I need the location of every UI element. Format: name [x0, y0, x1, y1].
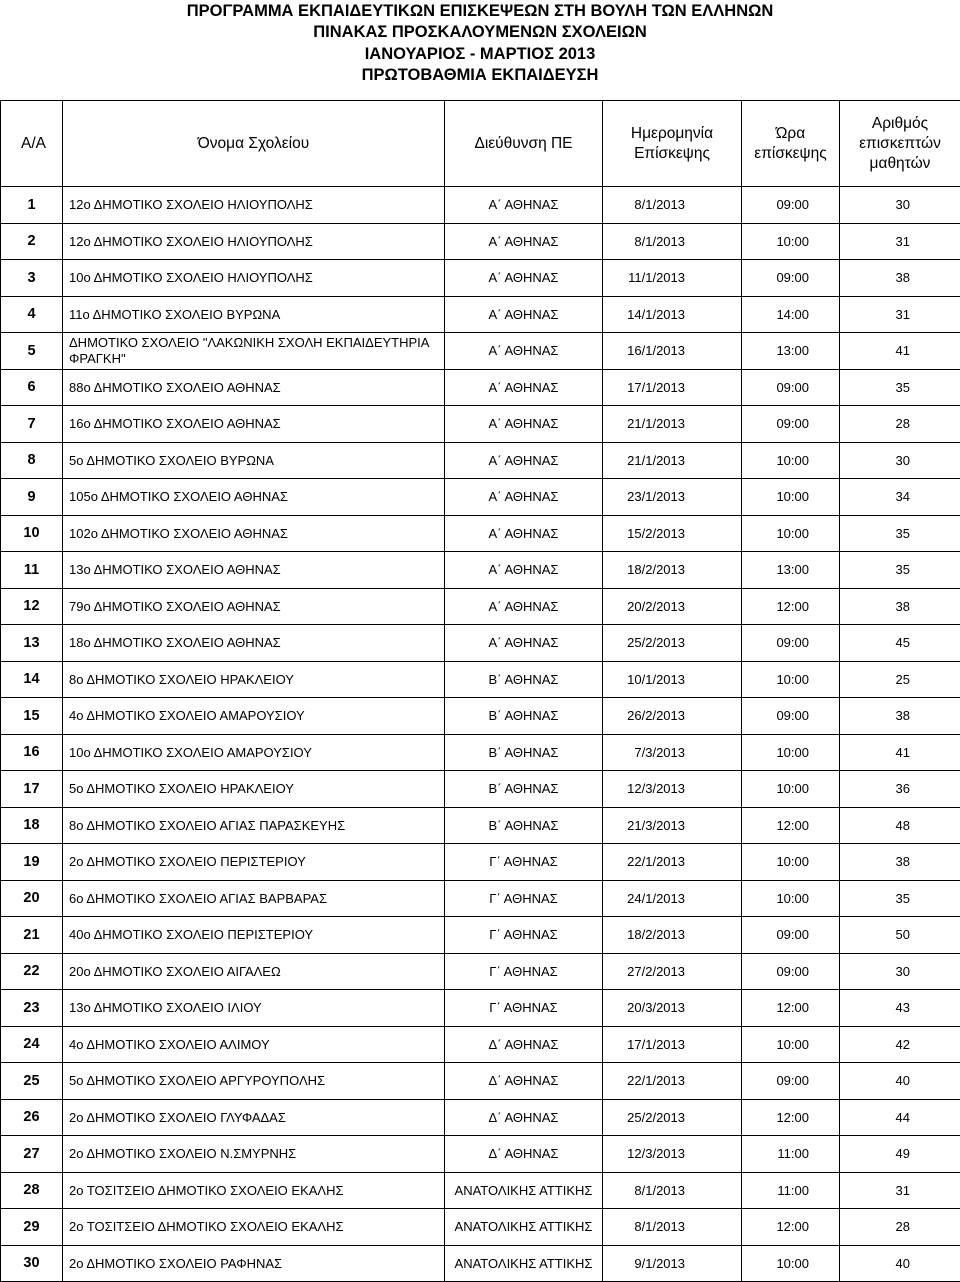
student-count-cell: 38: [840, 588, 960, 625]
visit-date-cell: 8/1/2013: [603, 223, 742, 260]
visit-date-cell: 17/1/2013: [603, 1026, 742, 1063]
student-count-cell: 41: [840, 333, 960, 370]
visit-time-cell: 09:00: [742, 260, 840, 297]
directorate-cell: Γ΄ ΑΘΗΝΑΣ: [445, 880, 603, 917]
directorate-cell: Α΄ ΑΘΗΝΑΣ: [445, 187, 603, 224]
row-number: 22: [1, 953, 63, 990]
directorate-cell: Α΄ ΑΘΗΝΑΣ: [445, 479, 603, 516]
header-student-count: [840, 101, 960, 187]
header-visit-time-line: επίσκεψης: [742, 144, 839, 164]
row-number: 24: [1, 1026, 63, 1063]
row-number: 10: [1, 515, 63, 552]
table-row: [1, 187, 960, 224]
school-name-cell: 40ο ΔΗΜΟΤΙΚΟ ΣΧΟΛΕΙΟ ΠΕΡΙΣΤΕΡΙΟΥ: [63, 917, 445, 954]
school-name-cell: 16ο ΔΗΜΟΤΙΚΟ ΣΧΟΛΕΙΟ ΑΘΗΝΑΣ: [63, 406, 445, 443]
school-name-cell: 18ο ΔΗΜΟΤΙΚΟ ΣΧΟΛΕΙΟ ΑΘΗΝΑΣ: [63, 625, 445, 662]
student-count-cell: 30: [840, 187, 960, 224]
visit-date-cell: 20/2/2013: [603, 588, 742, 625]
school-name-cell: 2ο ΤΟΣΙΤΣΕΙΟ ΔΗΜΟΤΙΚΟ ΣΧΟΛΕΙΟ ΕΚΑΛΗΣ: [63, 1209, 445, 1246]
row-number: 2: [1, 223, 63, 260]
table-row: [1, 260, 960, 297]
title-line-4: ΠΡΩΤΟΒΑΘΜΙΑ ΕΚΠΑΙΔΕΥΣΗ: [100, 64, 860, 86]
directorate-cell: Β΄ ΑΘΗΝΑΣ: [445, 771, 603, 808]
directorate-cell: Γ΄ ΑΘΗΝΑΣ: [445, 990, 603, 1027]
visit-date-cell: 27/2/2013: [603, 953, 742, 990]
visit-time-cell: 13:00: [742, 552, 840, 589]
title-line-3: ΙΑΝΟΥΑΡΙΟΣ - ΜΑΡΤΙΟΣ 2013: [100, 43, 860, 65]
visit-time-cell: 10:00: [742, 1026, 840, 1063]
visit-time-cell: 12:00: [742, 990, 840, 1027]
school-name-cell: ΔΗΜΟΤΙΚΟ ΣΧΟΛΕΙΟ "ΛΑΚΩΝΙΚΗ ΣΧΟΛΗ ΕΚΠΑΙΔΕΥΤΗΡΙΑ ΦΡΑΓΚΗ": [63, 333, 445, 370]
table-row: [1, 442, 960, 479]
table-row: [1, 223, 960, 260]
directorate-cell: Β΄ ΑΘΗΝΑΣ: [445, 807, 603, 844]
table-row: [1, 1136, 960, 1173]
header-visit-time: [742, 101, 840, 187]
schools-table: [0, 100, 960, 1282]
school-name-cell: 8ο ΔΗΜΟΤΙΚΟ ΣΧΟΛΕΙΟ ΗΡΑΚΛΕΙΟΥ: [63, 661, 445, 698]
header-aa-line: Α/Α: [21, 134, 62, 154]
visit-date-cell: 17/1/2013: [603, 369, 742, 406]
student-count-cell: 30: [840, 442, 960, 479]
visit-date-cell: 14/1/2013: [603, 296, 742, 333]
student-count-cell: 40: [840, 1063, 960, 1100]
row-number: 18: [1, 807, 63, 844]
student-count-cell: 31: [840, 223, 960, 260]
visit-time-cell: 12:00: [742, 588, 840, 625]
school-name-cell: 2ο ΤΟΣΙΤΣΕΙΟ ΔΗΜΟΤΙΚΟ ΣΧΟΛΕΙΟ ΕΚΑΛΗΣ: [63, 1172, 445, 1209]
student-count-cell: 35: [840, 552, 960, 589]
visit-time-cell: 10:00: [742, 515, 840, 552]
row-number: 25: [1, 1063, 63, 1100]
row-number: 23: [1, 990, 63, 1027]
document-title-block: [0, 0, 960, 88]
directorate-cell: ΑΝΑΤΟΛΙΚΗΣ ΑΤΤΙΚΗΣ: [445, 1172, 603, 1209]
school-name-cell: 10ο ΔΗΜΟΤΙΚΟ ΣΧΟΛΕΙΟ ΑΜΑΡΟΥΣΙΟΥ: [63, 734, 445, 771]
row-number: 29: [1, 1209, 63, 1246]
school-name-cell: 6ο ΔΗΜΟΤΙΚΟ ΣΧΟΛΕΙΟ ΑΓΙΑΣ ΒΑΡΒΑΡΑΣ: [63, 880, 445, 917]
visit-time-cell: 12:00: [742, 807, 840, 844]
visit-time-cell: 09:00: [742, 953, 840, 990]
header-directorate-line: Διεύθυνση ΠΕ: [445, 134, 602, 154]
school-name-cell: 2ο ΔΗΜΟΤΙΚΟ ΣΧΟΛΕΙΟ ΓΛΥΦΑΔΑΣ: [63, 1099, 445, 1136]
visit-date-cell: 26/2/2013: [603, 698, 742, 735]
student-count-cell: 28: [840, 1209, 960, 1246]
student-count-cell: 28: [840, 406, 960, 443]
student-count-cell: 40: [840, 1245, 960, 1282]
school-name-cell: 13ο ΔΗΜΟΤΙΚΟ ΣΧΟΛΕΙΟ ΑΘΗΝΑΣ: [63, 552, 445, 589]
school-name-cell: 20ο ΔΗΜΟΤΙΚΟ ΣΧΟΛΕΙΟ ΑΙΓΑΛΕΩ: [63, 953, 445, 990]
row-number: 5: [1, 333, 63, 370]
student-count-cell: 34: [840, 479, 960, 516]
directorate-cell: Δ΄ ΑΘΗΝΑΣ: [445, 1099, 603, 1136]
visit-time-cell: 12:00: [742, 1099, 840, 1136]
row-number: 1: [1, 187, 63, 224]
visit-date-cell: 12/3/2013: [603, 771, 742, 808]
table-row: [1, 552, 960, 589]
table-row: [1, 844, 960, 881]
student-count-cell: 38: [840, 260, 960, 297]
visit-date-cell: 22/1/2013: [603, 1063, 742, 1100]
directorate-cell: Α΄ ΑΘΗΝΑΣ: [445, 223, 603, 260]
table-row: [1, 1099, 960, 1136]
school-name-cell: 2ο ΔΗΜΟΤΙΚΟ ΣΧΟΛΕΙΟ ΠΕΡΙΣΤΕΡΙΟΥ: [63, 844, 445, 881]
table-row: [1, 953, 960, 990]
visit-date-cell: 15/2/2013: [603, 515, 742, 552]
visit-date-cell: 18/2/2013: [603, 552, 742, 589]
visit-time-cell: 11:00: [742, 1136, 840, 1173]
header-school-name: [63, 101, 445, 187]
header-visit-date-line: Ημερομηνία: [603, 124, 741, 144]
table-row: [1, 296, 960, 333]
table-row: [1, 807, 960, 844]
student-count-cell: 35: [840, 880, 960, 917]
visit-time-cell: 11:00: [742, 1172, 840, 1209]
student-count-cell: 41: [840, 734, 960, 771]
row-number: 7: [1, 406, 63, 443]
visit-date-cell: 9/1/2013: [603, 1245, 742, 1282]
table-row: [1, 515, 960, 552]
student-count-cell: 50: [840, 917, 960, 954]
school-name-cell: 102ο ΔΗΜΟΤΙΚΟ ΣΧΟΛΕΙΟ ΑΘΗΝΑΣ: [63, 515, 445, 552]
school-name-cell: 5ο ΔΗΜΟΤΙΚΟ ΣΧΟΛΕΙΟ ΗΡΑΚΛΕΙΟΥ: [63, 771, 445, 808]
visit-date-cell: 20/3/2013: [603, 990, 742, 1027]
directorate-cell: Α΄ ΑΘΗΝΑΣ: [445, 588, 603, 625]
table-row: [1, 625, 960, 662]
school-name-cell: 8ο ΔΗΜΟΤΙΚΟ ΣΧΟΛΕΙΟ ΑΓΙΑΣ ΠΑΡΑΣΚΕΥΗΣ: [63, 807, 445, 844]
header-school-name-line: Όνομα Σχολείου: [63, 134, 444, 154]
student-count-cell: 43: [840, 990, 960, 1027]
student-count-cell: 30: [840, 953, 960, 990]
directorate-cell: Α΄ ΑΘΗΝΑΣ: [445, 260, 603, 297]
row-number: 21: [1, 917, 63, 954]
student-count-cell: 49: [840, 1136, 960, 1173]
school-name-cell: 79ο ΔΗΜΟΤΙΚΟ ΣΧΟΛΕΙΟ ΑΘΗΝΑΣ: [63, 588, 445, 625]
row-number: 15: [1, 698, 63, 735]
school-name-cell: 5ο ΔΗΜΟΤΙΚΟ ΣΧΟΛΕΙΟ ΑΡΓΥΡΟΥΠΟΛΗΣ: [63, 1063, 445, 1100]
row-number: 20: [1, 880, 63, 917]
student-count-cell: 36: [840, 771, 960, 808]
title-line-1: ΠΡΟΓΡΑΜΜΑ ΕΚΠΑΙΔΕΥΤΙΚΩΝ ΕΠΙΣΚΕΨΕΩΝ ΣΤΗ ΒΟΥΛΗ ΤΩΝ ΕΛΛΗΝΩΝ: [100, 0, 860, 22]
directorate-cell: Α΄ ΑΘΗΝΑΣ: [445, 406, 603, 443]
visit-date-cell: 12/3/2013: [603, 1136, 742, 1173]
directorate-cell: Δ΄ ΑΘΗΝΑΣ: [445, 1063, 603, 1100]
table-row: [1, 990, 960, 1027]
student-count-cell: 45: [840, 625, 960, 662]
row-number: 13: [1, 625, 63, 662]
visit-date-cell: 7/3/2013: [603, 734, 742, 771]
directorate-cell: Β΄ ΑΘΗΝΑΣ: [445, 698, 603, 735]
school-name-cell: 4ο ΔΗΜΟΤΙΚΟ ΣΧΟΛΕΙΟ ΑΜΑΡΟΥΣΙΟΥ: [63, 698, 445, 735]
title-line-2: ΠΙΝΑΚΑΣ ΠΡΟΣΚΑΛΟΥΜΕΝΩΝ ΣΧΟΛΕΙΩΝ: [100, 21, 860, 43]
header-row: [1, 101, 960, 187]
visit-date-cell: 16/1/2013: [603, 333, 742, 370]
row-number: 11: [1, 552, 63, 589]
student-count-cell: 35: [840, 369, 960, 406]
header-visit-date-line: Επίσκεψης: [603, 144, 741, 164]
visit-time-cell: 14:00: [742, 296, 840, 333]
student-count-cell: 31: [840, 1172, 960, 1209]
visit-time-cell: 10:00: [742, 479, 840, 516]
directorate-cell: Δ΄ ΑΘΗΝΑΣ: [445, 1026, 603, 1063]
table-row: [1, 406, 960, 443]
header-directorate: [445, 101, 603, 187]
header-visit-time-line: Ώρα: [742, 124, 839, 144]
table-row: [1, 479, 960, 516]
visit-date-cell: 21/1/2013: [603, 406, 742, 443]
student-count-cell: 44: [840, 1099, 960, 1136]
visit-time-cell: 09:00: [742, 187, 840, 224]
school-name-cell: 12ο ΔΗΜΟΤΙΚΟ ΣΧΟΛΕΙΟ ΗΛΙΟΥΠΟΛΗΣ: [63, 223, 445, 260]
row-number: 3: [1, 260, 63, 297]
table-row: [1, 734, 960, 771]
visit-date-cell: 10/1/2013: [603, 661, 742, 698]
visit-time-cell: 10:00: [742, 844, 840, 881]
visit-time-cell: 10:00: [742, 442, 840, 479]
directorate-cell: Α΄ ΑΘΗΝΑΣ: [445, 369, 603, 406]
directorate-cell: Γ΄ ΑΘΗΝΑΣ: [445, 844, 603, 881]
table-row: [1, 771, 960, 808]
row-number: 6: [1, 369, 63, 406]
table-body: [1, 187, 960, 1282]
visit-time-cell: 13:00: [742, 333, 840, 370]
row-number: 26: [1, 1099, 63, 1136]
school-name-cell: 11ο ΔΗΜΟΤΙΚΟ ΣΧΟΛΕΙΟ ΒΥΡΩΝΑ: [63, 296, 445, 333]
visit-date-cell: 25/2/2013: [603, 625, 742, 662]
visit-time-cell: 09:00: [742, 698, 840, 735]
visit-time-cell: 09:00: [742, 917, 840, 954]
visit-time-cell: 10:00: [742, 1245, 840, 1282]
header-student-count-line: επισκεπτών: [840, 134, 960, 154]
header-visit-date: [603, 101, 742, 187]
directorate-cell: Α΄ ΑΘΗΝΑΣ: [445, 552, 603, 589]
visit-date-cell: 8/1/2013: [603, 1209, 742, 1246]
table-row: [1, 698, 960, 735]
school-name-cell: 10ο ΔΗΜΟΤΙΚΟ ΣΧΟΛΕΙΟ ΗΛΙΟΥΠΟΛΗΣ: [63, 260, 445, 297]
visit-date-cell: 8/1/2013: [603, 1172, 742, 1209]
table-row: [1, 1063, 960, 1100]
school-name-cell: 13ο ΔΗΜΟΤΙΚΟ ΣΧΟΛΕΙΟ ΙΛΙΟΥ: [63, 990, 445, 1027]
school-name-cell: 2ο ΔΗΜΟΤΙΚΟ ΣΧΟΛΕΙΟ Ν.ΣΜΥΡΝΗΣ: [63, 1136, 445, 1173]
student-count-cell: 48: [840, 807, 960, 844]
student-count-cell: 25: [840, 661, 960, 698]
visit-time-cell: 09:00: [742, 406, 840, 443]
directorate-cell: Α΄ ΑΘΗΝΑΣ: [445, 333, 603, 370]
school-name-cell: 12ο ΔΗΜΟΤΙΚΟ ΣΧΟΛΕΙΟ ΗΛΙΟΥΠΟΛΗΣ: [63, 187, 445, 224]
row-number: 16: [1, 734, 63, 771]
visit-time-cell: 10:00: [742, 880, 840, 917]
visit-time-cell: 10:00: [742, 771, 840, 808]
row-number: 8: [1, 442, 63, 479]
table-row: [1, 1209, 960, 1246]
school-name-cell: 88ο ΔΗΜΟΤΙΚΟ ΣΧΟΛΕΙΟ ΑΘΗΝΑΣ: [63, 369, 445, 406]
table-row: [1, 917, 960, 954]
school-name-cell: 4ο ΔΗΜΟΤΙΚΟ ΣΧΟΛΕΙΟ ΑΛΙΜΟΥ: [63, 1026, 445, 1063]
row-number: 17: [1, 771, 63, 808]
visit-time-cell: 09:00: [742, 369, 840, 406]
directorate-cell: Δ΄ ΑΘΗΝΑΣ: [445, 1136, 603, 1173]
visit-time-cell: 10:00: [742, 661, 840, 698]
visit-date-cell: 24/1/2013: [603, 880, 742, 917]
visit-date-cell: 21/3/2013: [603, 807, 742, 844]
student-count-cell: 42: [840, 1026, 960, 1063]
visit-time-cell: 10:00: [742, 223, 840, 260]
school-name-cell: 2ο ΔΗΜΟΤΙΚΟ ΣΧΟΛΕΙΟ ΡΑΦΗΝΑΣ: [63, 1245, 445, 1282]
visit-date-cell: 11/1/2013: [603, 260, 742, 297]
row-number: 28: [1, 1172, 63, 1209]
visit-date-cell: 23/1/2013: [603, 479, 742, 516]
header-aa: [1, 101, 63, 187]
visit-time-cell: 09:00: [742, 1063, 840, 1100]
student-count-cell: 38: [840, 844, 960, 881]
directorate-cell: Β΄ ΑΘΗΝΑΣ: [445, 661, 603, 698]
directorate-cell: ΑΝΑΤΟΛΙΚΗΣ ΑΤΤΙΚΗΣ: [445, 1209, 603, 1246]
table-row: [1, 333, 960, 370]
header-student-count-line: Αριθμός: [840, 114, 960, 134]
visit-date-cell: 8/1/2013: [603, 187, 742, 224]
directorate-cell: Α΄ ΑΘΗΝΑΣ: [445, 515, 603, 552]
table-row: [1, 1245, 960, 1282]
row-number: 14: [1, 661, 63, 698]
directorate-cell: ΑΝΑΤΟΛΙΚΗΣ ΑΤΤΙΚΗΣ: [445, 1245, 603, 1282]
school-name-cell: 5ο ΔΗΜΟΤΙΚΟ ΣΧΟΛΕΙΟ ΒΥΡΩΝΑ: [63, 442, 445, 479]
student-count-cell: 38: [840, 698, 960, 735]
table-row: [1, 1172, 960, 1209]
school-name-cell: 105ο ΔΗΜΟΤΙΚΟ ΣΧΟΛΕΙΟ ΑΘΗΝΑΣ: [63, 479, 445, 516]
row-number: 19: [1, 844, 63, 881]
visit-time-cell: 12:00: [742, 1209, 840, 1246]
student-count-cell: 31: [840, 296, 960, 333]
row-number: 9: [1, 479, 63, 516]
visit-date-cell: 18/2/2013: [603, 917, 742, 954]
row-number: 12: [1, 588, 63, 625]
visit-time-cell: 10:00: [742, 734, 840, 771]
table-row: [1, 661, 960, 698]
row-number: 30: [1, 1245, 63, 1282]
table-header: [1, 101, 960, 187]
table-row: [1, 369, 960, 406]
row-number: 27: [1, 1136, 63, 1173]
directorate-cell: Α΄ ΑΘΗΝΑΣ: [445, 625, 603, 662]
table-row: [1, 588, 960, 625]
row-number: 4: [1, 296, 63, 333]
visit-time-cell: 09:00: [742, 625, 840, 662]
visit-date-cell: 25/2/2013: [603, 1099, 742, 1136]
directorate-cell: Γ΄ ΑΘΗΝΑΣ: [445, 917, 603, 954]
table-row: [1, 1026, 960, 1063]
directorate-cell: Α΄ ΑΘΗΝΑΣ: [445, 442, 603, 479]
header-student-count-line: μαθητών: [840, 154, 960, 174]
directorate-cell: Β΄ ΑΘΗΝΑΣ: [445, 734, 603, 771]
directorate-cell: Γ΄ ΑΘΗΝΑΣ: [445, 953, 603, 990]
visit-date-cell: 22/1/2013: [603, 844, 742, 881]
student-count-cell: 35: [840, 515, 960, 552]
directorate-cell: Α΄ ΑΘΗΝΑΣ: [445, 296, 603, 333]
table-row: [1, 880, 960, 917]
visit-date-cell: 21/1/2013: [603, 442, 742, 479]
